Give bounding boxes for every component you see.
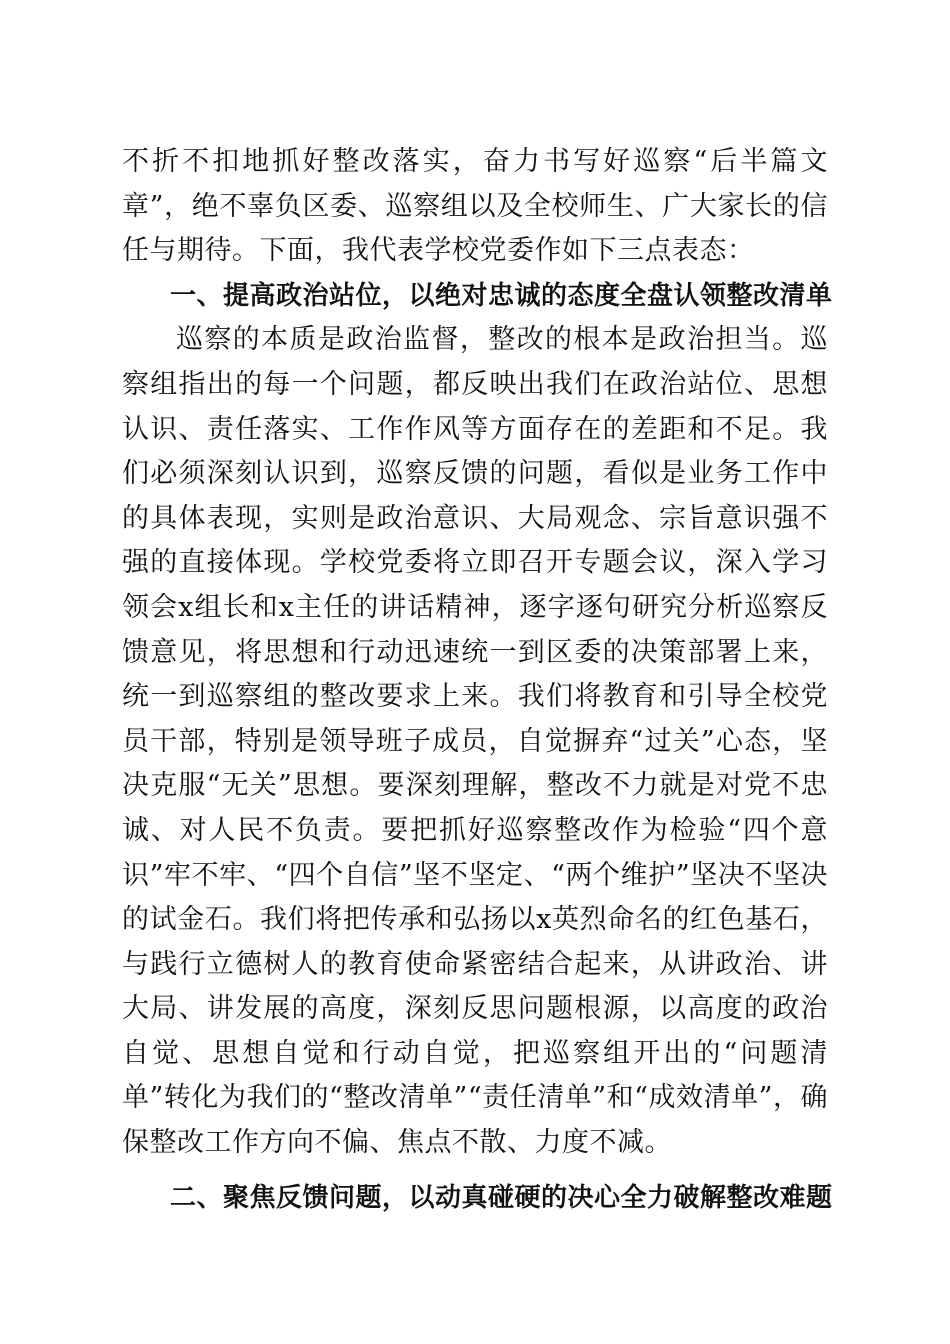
document-content — [122, 140, 833, 1220]
section-1-heading: 一、提高政治站位，以绝对忠诚的态度全盘认领整改清单 — [170, 280, 833, 311]
section-2-heading: 二、聚焦反馈问题，以动真碰硬的决心全力破解整改难题 — [170, 1182, 833, 1213]
section-1-body: 巡察的本质是政治监督，整改的根本是政治担当。巡察组指出的每一个问题，都反映出我们在政治站位、思想认识、责任落实、工作作风等方面存在的差距和不足。我们必须深刻认识到，巡察反馈的问题，看似是业务工作中的具体表现，实则是政治意识、大局观念、宗旨意识强不强的直接体现。学校党委将立即召开专题会议，深入学习领会x组长和x主任的讲话精神，逐字逐句研究分析巡察反馈意见，将思想和行动迅速统一到区委的决策部署上来，统一到巡察组的整改要求上来。我们将教育和引导全校党员干部，特别是领导班子成员，自觉摒弃“过关”心态，坚决克服“无关”思想。要深刻理解，整改不力就是对党不忠诚、对人民不负责。要把抓好巡察整改作为检验“四个意识”牢不牢、“四个自信”坚不坚定、“两个维护”坚决不坚决的试金石。我们将把传承和弘扬以x英烈命名的红色基石，与践行立德树人的教育使命紧密结合起来，从讲政治、讲大局、讲发展的高度，深刻反思问题根源，以高度的政治自觉、思想自觉和行动自觉，把巡察组开出的“问题清单”转化为我们的“整改清单”“责任清单”和“成效清单”，确保整改工作方向不偏、焦点不散、力度不减。 — [122, 324, 828, 1159]
opening-paragraph: 不折不扣地抓好整改落实，奋力书写好巡察“后半篇文章”，绝不辜负区委、巡察组以及全校师生、广大家长的信任与期待。下面，我代表学校党委作如下三点表态： — [122, 146, 828, 267]
